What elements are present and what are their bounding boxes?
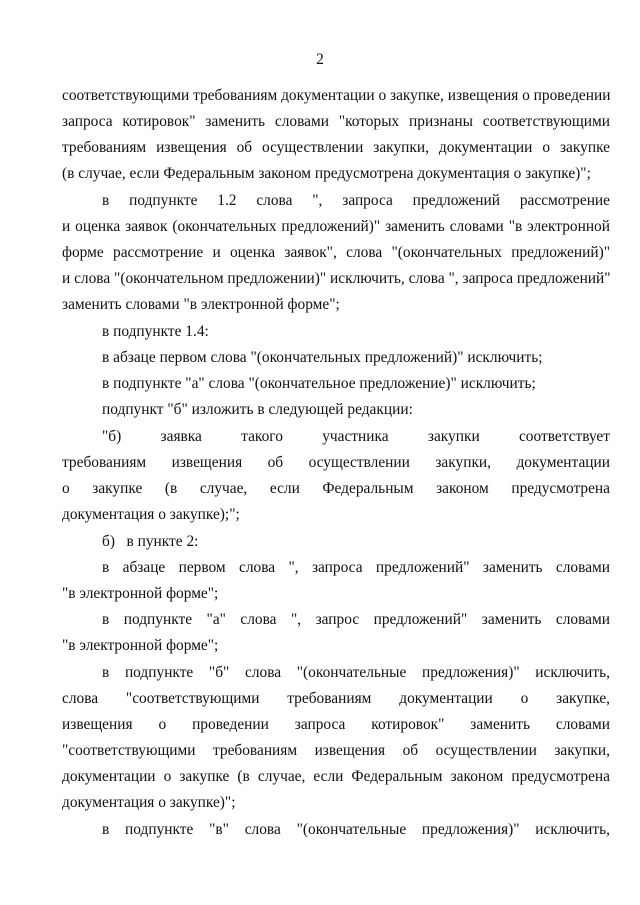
text-line: "в электронной форме"; xyxy=(62,637,219,654)
text-line: документация о закупке)"; xyxy=(62,794,236,811)
text-line: извещения о проведении запроса котировок" заменить словами xyxy=(62,716,610,733)
page-number: 2 xyxy=(316,51,324,68)
text-line: "в электронной форме"; xyxy=(62,585,219,602)
text-line: и слова "(окончательном предложении)" исключить, слова ", запроса предложений" xyxy=(62,270,611,287)
text-line: б) в пункте 2: xyxy=(102,533,199,550)
text-line: соответствующими требованиям документации о закупке, извещения о проведении xyxy=(62,87,611,104)
text-line: в подпункте "в" слова "(окончательные предложения)" исключить, xyxy=(102,821,610,838)
text-line: в абзаце первом слова ", запроса предложений" заменить словами xyxy=(102,559,610,576)
text-line: в подпункте "б" слова "(окончательные предложения)" исключить, xyxy=(102,664,610,681)
text-line: в подпункте 1.4: xyxy=(102,323,209,340)
text-line: и оценка заявок (окончательных предложений)" заменить словами "в электронной xyxy=(62,218,610,235)
text-line: о закупке (в случае, если Федеральным законом предусмотрена xyxy=(62,480,610,497)
text-line: документация о закупке);"; xyxy=(62,506,240,523)
text-line: в подпункте "а" слова "(окончательное предложение)" исключить; xyxy=(102,375,536,392)
text-line: требованиям извещения об осуществлении закупки, документации о закупке xyxy=(62,139,610,156)
text-line: слова "соответствующими требованиям документации о закупке, xyxy=(62,690,610,707)
text-line: "б) заявка такого участника закупки соответствует xyxy=(102,428,610,445)
text-line: подпункт "б" изложить в следующей редакции: xyxy=(102,401,413,418)
text-line: заменить словами "в электронной форме"; xyxy=(62,296,340,313)
text-line: в подпункте "а" слова ", запрос предложений" заменить словами xyxy=(102,611,610,628)
text-line: документации о закупке (в случае, если Федеральным законом предусмотрена xyxy=(62,768,610,785)
text-line: в подпункте 1.2 слова ", запроса предложений рассмотрение xyxy=(102,192,610,209)
text-line: форме рассмотрение и оценка заявок", слова "(окончательных предложений)" xyxy=(62,244,610,261)
text-line: (в случае, если Федеральным законом предусмотрена документация о закупке)"; xyxy=(62,165,591,182)
text-line: запроса котировок" заменить словами "которых признаны соответствующими xyxy=(62,113,610,130)
text-line: требованиям извещения об осуществлении закупки, документации xyxy=(62,454,610,471)
text-line: в абзаце первом слова "(окончательных предложений)" исключить; xyxy=(102,349,543,366)
text-line: "соответствующими требованиям извещения об осуществлении закупки, xyxy=(62,742,610,759)
